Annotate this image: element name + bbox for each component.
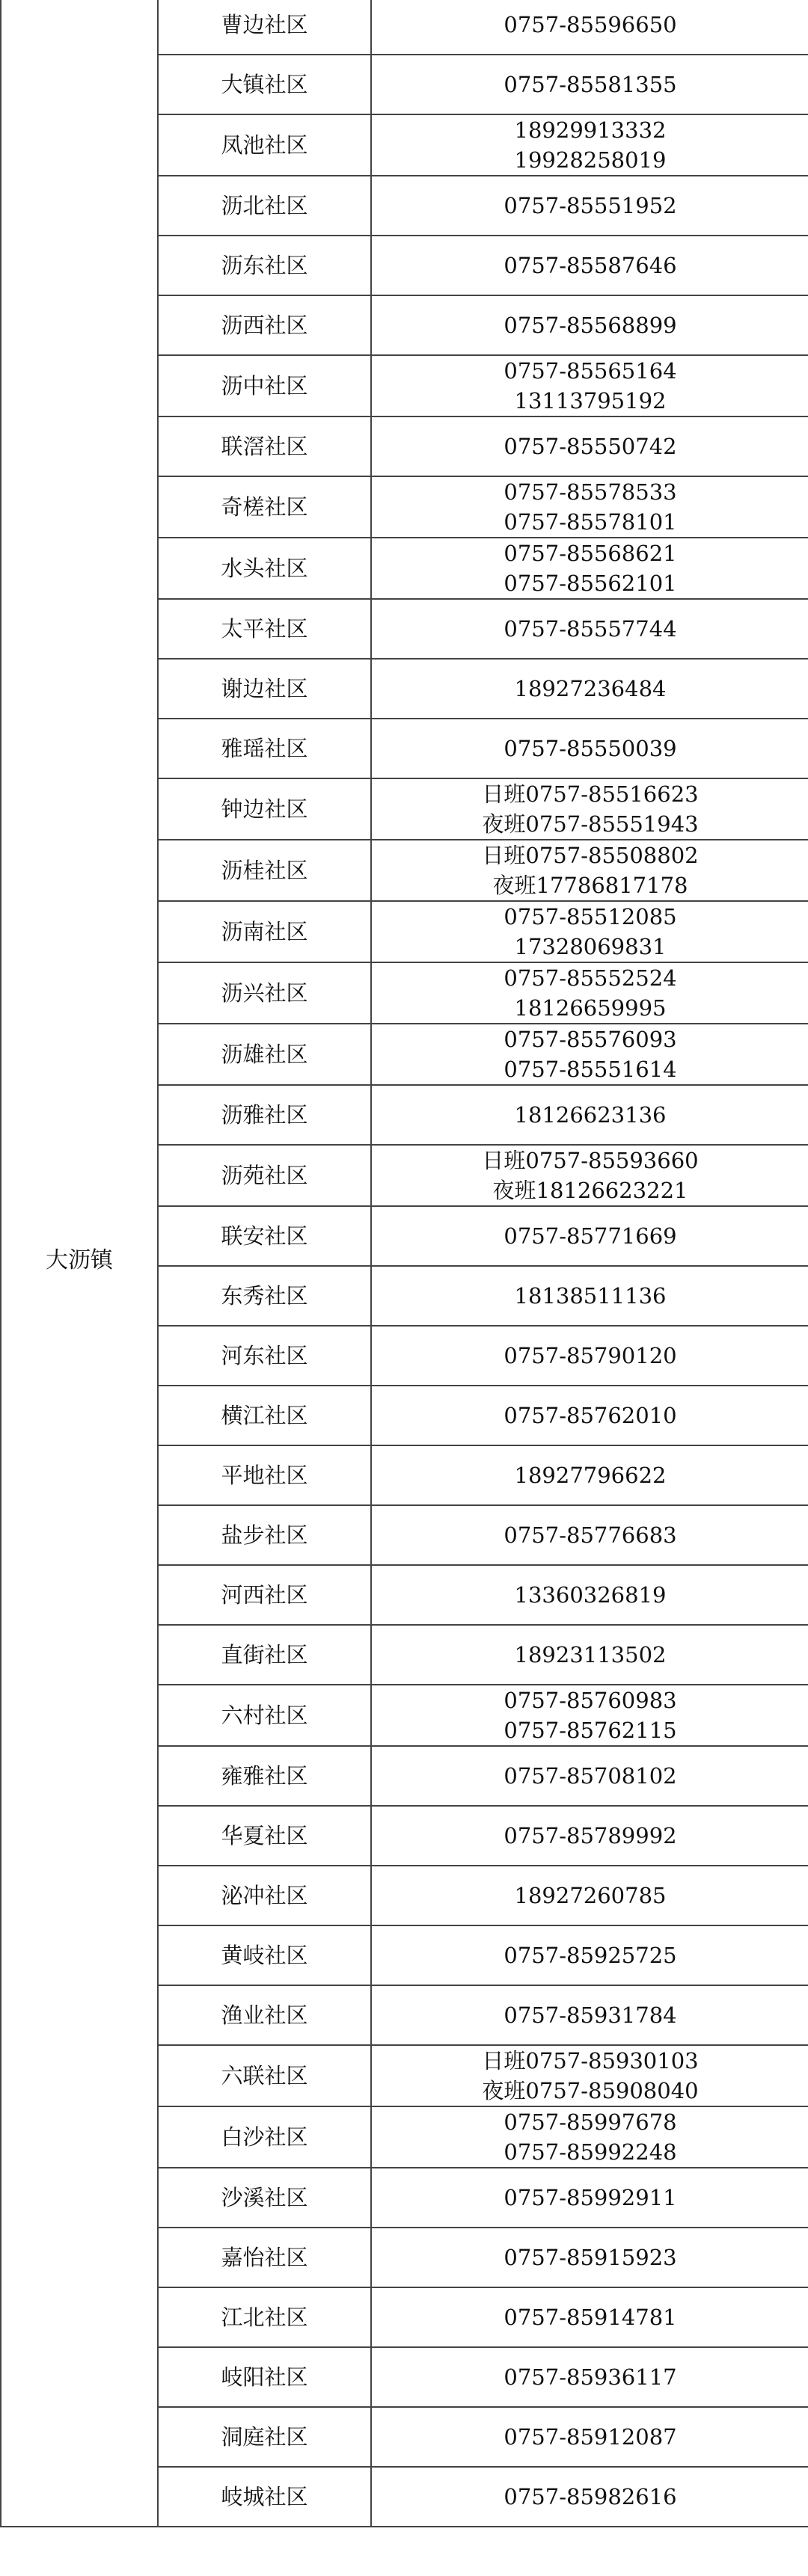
community-name-cell: 东秀社区 bbox=[158, 1266, 371, 1326]
phone-number: 13113795192 bbox=[514, 388, 667, 414]
town-name-cell: 大沥镇 bbox=[1, 0, 158, 2527]
phone-cell bbox=[371, 0, 808, 55]
phone-number: 0757-85914781 bbox=[504, 2305, 677, 2330]
phone-number: 0757-85565164 bbox=[504, 358, 677, 384]
community-name-cell: 岐阳社区 bbox=[158, 2347, 371, 2407]
community-name-cell: 谢边社区 bbox=[158, 659, 371, 719]
community-name-cell: 大镇社区 bbox=[158, 55, 371, 114]
community-name-cell: 曹边社区 bbox=[158, 0, 371, 55]
phone-cell bbox=[371, 176, 808, 236]
community-name-cell: 白沙社区 bbox=[158, 2106, 371, 2168]
phone-cell bbox=[371, 295, 808, 355]
community-name-cell: 奇槎社区 bbox=[158, 476, 371, 538]
phone-number: 0757-85776683 bbox=[504, 1522, 677, 1548]
phone-cell bbox=[371, 1505, 808, 1565]
phone-cell bbox=[371, 1206, 808, 1266]
phone-number: 0757-85925725 bbox=[504, 1943, 677, 1968]
community-name-cell: 沥苑社区 bbox=[158, 1145, 371, 1206]
phone-number: 0757-85551614 bbox=[504, 1057, 677, 1082]
phone-number: 0757-85771669 bbox=[504, 1223, 677, 1249]
community-name-cell: 水头社区 bbox=[158, 538, 371, 599]
phone-number: 0757-85550742 bbox=[504, 434, 677, 459]
community-name-cell: 沥雄社区 bbox=[158, 1024, 371, 1085]
phone-number: 0757-85596650 bbox=[504, 12, 677, 37]
phone-cell bbox=[371, 1685, 808, 1746]
phone-cell bbox=[371, 1746, 808, 1806]
community-name-cell: 雍雅社区 bbox=[158, 1746, 371, 1806]
phone-number: 夜班0757-85908040 bbox=[482, 2078, 699, 2103]
phone-number: 夜班18126623221 bbox=[492, 1178, 688, 1203]
phone-number: 日班0757-85593660 bbox=[482, 1148, 699, 1173]
phone-cell bbox=[371, 1145, 808, 1206]
phone-number: 18923113502 bbox=[514, 1642, 667, 1667]
phone-number: 0757-85762115 bbox=[504, 1718, 677, 1743]
community-name-cell: 盐步社区 bbox=[158, 1505, 371, 1565]
community-name-cell: 沥西社区 bbox=[158, 295, 371, 355]
community-name-cell: 沥北社区 bbox=[158, 176, 371, 236]
phone-number: 0757-85762010 bbox=[504, 1403, 677, 1428]
community-name-cell: 沥桂社区 bbox=[158, 840, 371, 901]
phone-number: 0757-85587646 bbox=[504, 253, 677, 278]
phone-cell bbox=[371, 1085, 808, 1145]
phone-cell bbox=[371, 538, 808, 599]
community-name-cell: 钟边社区 bbox=[158, 778, 371, 840]
community-name-cell: 联安社区 bbox=[158, 1206, 371, 1266]
phone-number: 13360326819 bbox=[514, 1582, 667, 1608]
community-name-cell: 江北社区 bbox=[158, 2287, 371, 2347]
phone-cell bbox=[371, 476, 808, 538]
community-name-cell: 嘉怡社区 bbox=[158, 2228, 371, 2287]
phone-cell bbox=[371, 1806, 808, 1866]
phone-cell bbox=[371, 1386, 808, 1445]
phone-cell bbox=[371, 962, 808, 1024]
phone-cell bbox=[371, 599, 808, 659]
phone-number: 0757-85708102 bbox=[504, 1763, 677, 1789]
community-name-cell: 凤池社区 bbox=[158, 114, 371, 176]
phone-number: 0757-85550039 bbox=[504, 736, 677, 761]
phone-cell bbox=[371, 778, 808, 840]
phone-cell bbox=[371, 1024, 808, 1085]
phone-cell bbox=[371, 355, 808, 416]
phone-cell bbox=[371, 1445, 808, 1505]
phone-cell bbox=[371, 1866, 808, 1925]
phone-number: 0757-85760983 bbox=[504, 1688, 677, 1713]
phone-number: 0757-85992248 bbox=[504, 2139, 677, 2165]
phone-number: 日班0757-85930103 bbox=[482, 2048, 699, 2074]
community-name-cell: 河东社区 bbox=[158, 1326, 371, 1386]
phone-number: 0757-85578101 bbox=[504, 509, 677, 535]
phone-cell bbox=[371, 1266, 808, 1326]
phone-number: 日班0757-85516623 bbox=[482, 781, 699, 807]
phone-number: 18929913332 bbox=[514, 117, 667, 143]
phone-cell bbox=[371, 1326, 808, 1386]
phone-number: 0757-85931784 bbox=[504, 2002, 677, 2028]
phone-cell bbox=[371, 55, 808, 114]
phone-number: 18126659995 bbox=[514, 995, 667, 1021]
community-name-cell: 沥南社区 bbox=[158, 901, 371, 962]
phone-number: 0757-85581355 bbox=[504, 72, 677, 97]
community-name-cell: 华夏社区 bbox=[158, 1806, 371, 1866]
phone-cell bbox=[371, 901, 808, 962]
phone-cell bbox=[371, 1985, 808, 2045]
phone-number: 0757-85982616 bbox=[504, 2484, 677, 2509]
phone-cell bbox=[371, 840, 808, 901]
phone-number: 17328069831 bbox=[514, 934, 667, 959]
phone-cell bbox=[371, 2347, 808, 2407]
table-body bbox=[1, 0, 808, 2527]
phone-cell bbox=[371, 2106, 808, 2168]
phone-cell bbox=[371, 2407, 808, 2467]
community-name-cell: 联滘社区 bbox=[158, 416, 371, 476]
phone-number: 18927236484 bbox=[514, 676, 667, 701]
phone-cell bbox=[371, 2168, 808, 2228]
phone-cell bbox=[371, 659, 808, 719]
phone-number: 0757-85789992 bbox=[504, 1823, 677, 1848]
phone-number: 0757-85551952 bbox=[504, 193, 677, 218]
phone-number: 夜班17786817178 bbox=[492, 873, 688, 898]
phone-number: 0757-85557744 bbox=[504, 616, 677, 642]
phone-number: 0757-85578533 bbox=[504, 479, 677, 505]
community-name-cell: 平地社区 bbox=[158, 1445, 371, 1505]
phone-number: 18138511136 bbox=[514, 1283, 667, 1309]
community-name-cell: 直街社区 bbox=[158, 1625, 371, 1685]
community-name-cell: 渔业社区 bbox=[158, 1985, 371, 2045]
community-name-cell: 太平社区 bbox=[158, 599, 371, 659]
phone-cell bbox=[371, 1925, 808, 1985]
phone-cell bbox=[371, 1625, 808, 1685]
community-name-cell: 沥兴社区 bbox=[158, 962, 371, 1024]
phone-number: 18126623136 bbox=[514, 1102, 667, 1128]
phone-number: 0757-85915923 bbox=[504, 2245, 677, 2270]
phone-cell bbox=[371, 2045, 808, 2106]
community-name-cell: 雅瑶社区 bbox=[158, 719, 371, 778]
phone-number: 0757-85568899 bbox=[504, 313, 677, 338]
phone-number: 0757-85576093 bbox=[504, 1027, 677, 1052]
phone-number: 0757-85936117 bbox=[504, 2364, 677, 2390]
community-name-cell: 洞庭社区 bbox=[158, 2407, 371, 2467]
phone-number: 0757-85790120 bbox=[504, 1343, 677, 1368]
community-name-cell: 沥雅社区 bbox=[158, 1085, 371, 1145]
phone-number: 0757-85997678 bbox=[504, 2109, 677, 2135]
community-name-cell: 六联社区 bbox=[158, 2045, 371, 2106]
community-name-cell: 沥东社区 bbox=[158, 236, 371, 295]
phone-number: 0757-85912087 bbox=[504, 2424, 677, 2450]
phone-cell bbox=[371, 719, 808, 778]
community-name-cell: 黄岐社区 bbox=[158, 1925, 371, 1985]
phone-number: 日班0757-85508802 bbox=[482, 843, 699, 868]
community-name-cell: 横江社区 bbox=[158, 1386, 371, 1445]
phone-cell bbox=[371, 114, 808, 176]
community-name-cell: 泌冲社区 bbox=[158, 1866, 371, 1925]
community-name-cell: 河西社区 bbox=[158, 1565, 371, 1625]
phone-number: 夜班0757-85551943 bbox=[482, 811, 699, 837]
community-name-cell: 沥中社区 bbox=[158, 355, 371, 416]
community-name-cell: 岐城社区 bbox=[158, 2467, 371, 2527]
community-name-cell: 六村社区 bbox=[158, 1685, 371, 1746]
phone-cell bbox=[371, 1565, 808, 1625]
phone-number: 0757-85992911 bbox=[504, 2185, 677, 2210]
phone-number: 0757-85552524 bbox=[504, 965, 677, 991]
phone-number: 18927796622 bbox=[514, 1463, 667, 1488]
phone-number: 0757-85562101 bbox=[504, 571, 677, 596]
phone-number: 19928258019 bbox=[514, 147, 667, 173]
phone-cell bbox=[371, 236, 808, 295]
phone-number: 18927260785 bbox=[514, 1883, 667, 1908]
phone-cell bbox=[371, 2287, 808, 2347]
phone-cell bbox=[371, 416, 808, 476]
phone-cell bbox=[371, 2467, 808, 2527]
table-row bbox=[1, 0, 808, 55]
community-name-cell: 沙溪社区 bbox=[158, 2168, 371, 2228]
phone-cell bbox=[371, 2228, 808, 2287]
phone-number: 0757-85512085 bbox=[504, 904, 677, 929]
phone-number: 0757-85568621 bbox=[504, 541, 677, 566]
